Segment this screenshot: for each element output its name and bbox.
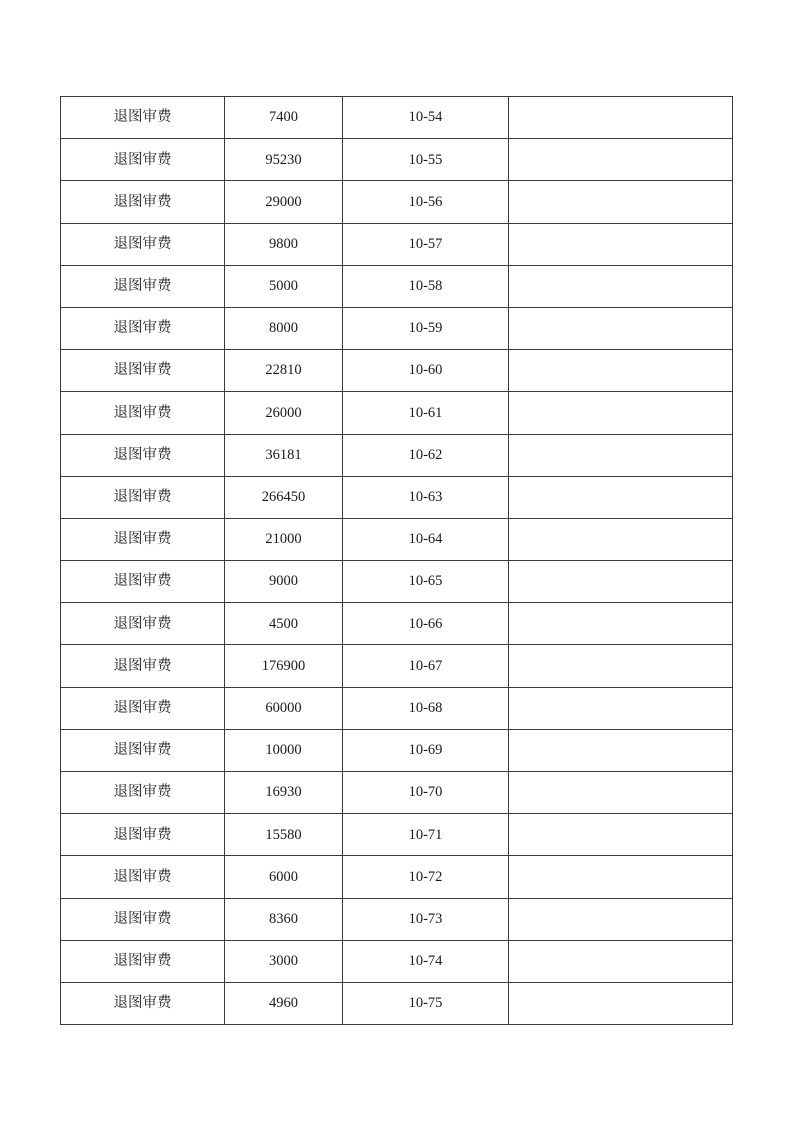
table-row <box>61 307 733 349</box>
amount-cell: 8360 <box>225 898 343 940</box>
fee-type-cell: 退图审费 <box>61 265 225 307</box>
amount-cell: 26000 <box>225 392 343 434</box>
fee-type-cell: 退图审费 <box>61 97 225 139</box>
fee-type-cell: 退图审费 <box>61 772 225 814</box>
number-cell: 10-68 <box>343 687 509 729</box>
number-cell: 10-64 <box>343 518 509 560</box>
number-cell: 10-56 <box>343 181 509 223</box>
number-cell: 10-72 <box>343 856 509 898</box>
amount-cell: 4500 <box>225 603 343 645</box>
table-row <box>61 940 733 982</box>
note-cell <box>509 687 733 729</box>
fee-type-cell: 退图审费 <box>61 181 225 223</box>
note-cell <box>509 982 733 1024</box>
amount-cell: 60000 <box>225 687 343 729</box>
fee-type-cell: 退图审费 <box>61 814 225 856</box>
amount-cell: 7400 <box>225 97 343 139</box>
note-cell <box>509 518 733 560</box>
amount-cell: 6000 <box>225 856 343 898</box>
table-row <box>61 139 733 181</box>
number-cell: 10-54 <box>343 97 509 139</box>
amount-cell: 9000 <box>225 561 343 603</box>
amount-cell: 266450 <box>225 476 343 518</box>
number-cell: 10-67 <box>343 645 509 687</box>
table-row <box>61 603 733 645</box>
note-cell <box>509 729 733 771</box>
fee-type-cell: 退图审费 <box>61 307 225 349</box>
amount-cell: 9800 <box>225 223 343 265</box>
number-cell: 10-74 <box>343 940 509 982</box>
table-row <box>61 392 733 434</box>
note-cell <box>509 434 733 476</box>
number-cell: 10-70 <box>343 772 509 814</box>
note-cell <box>509 139 733 181</box>
number-cell: 10-61 <box>343 392 509 434</box>
note-cell <box>509 97 733 139</box>
amount-cell: 15580 <box>225 814 343 856</box>
note-cell <box>509 392 733 434</box>
note-cell <box>509 265 733 307</box>
note-cell <box>509 814 733 856</box>
table-row <box>61 181 733 223</box>
amount-cell: 3000 <box>225 940 343 982</box>
amount-cell: 22810 <box>225 350 343 392</box>
number-cell: 10-66 <box>343 603 509 645</box>
fee-type-cell: 退图审费 <box>61 350 225 392</box>
note-cell <box>509 223 733 265</box>
note-cell <box>509 603 733 645</box>
table-row <box>61 772 733 814</box>
number-cell: 10-63 <box>343 476 509 518</box>
table-row <box>61 561 733 603</box>
fee-type-cell: 退图审费 <box>61 223 225 265</box>
note-cell <box>509 350 733 392</box>
table-row <box>61 518 733 560</box>
fee-type-cell: 退图审费 <box>61 434 225 476</box>
table-row <box>61 265 733 307</box>
table-row <box>61 982 733 1024</box>
number-cell: 10-62 <box>343 434 509 476</box>
amount-cell: 5000 <box>225 265 343 307</box>
table-row <box>61 476 733 518</box>
number-cell: 10-65 <box>343 561 509 603</box>
note-cell <box>509 772 733 814</box>
number-cell: 10-60 <box>343 350 509 392</box>
table-row <box>61 350 733 392</box>
table-row <box>61 645 733 687</box>
fee-type-cell: 退图审费 <box>61 518 225 560</box>
note-cell <box>509 898 733 940</box>
table-row <box>61 687 733 729</box>
table-row <box>61 97 733 139</box>
note-cell <box>509 856 733 898</box>
fee-type-cell: 退图审费 <box>61 603 225 645</box>
note-cell <box>509 307 733 349</box>
number-cell: 10-73 <box>343 898 509 940</box>
fee-type-cell: 退图审费 <box>61 476 225 518</box>
fee-type-cell: 退图审费 <box>61 940 225 982</box>
amount-cell: 4960 <box>225 982 343 1024</box>
amount-cell: 176900 <box>225 645 343 687</box>
table-row <box>61 814 733 856</box>
fee-type-cell: 退图审费 <box>61 898 225 940</box>
fee-type-cell: 退图审费 <box>61 392 225 434</box>
amount-cell: 36181 <box>225 434 343 476</box>
table-row <box>61 223 733 265</box>
fee-type-cell: 退图审费 <box>61 729 225 771</box>
amount-cell: 29000 <box>225 181 343 223</box>
amount-cell: 10000 <box>225 729 343 771</box>
note-cell <box>509 645 733 687</box>
note-cell <box>509 561 733 603</box>
fee-type-cell: 退图审费 <box>61 856 225 898</box>
number-cell: 10-57 <box>343 223 509 265</box>
amount-cell: 8000 <box>225 307 343 349</box>
number-cell: 10-69 <box>343 729 509 771</box>
fee-type-cell: 退图审费 <box>61 982 225 1024</box>
number-cell: 10-71 <box>343 814 509 856</box>
amount-cell: 95230 <box>225 139 343 181</box>
note-cell <box>509 476 733 518</box>
number-cell: 10-58 <box>343 265 509 307</box>
amount-cell: 21000 <box>225 518 343 560</box>
fee-type-cell: 退图审费 <box>61 139 225 181</box>
table-row <box>61 856 733 898</box>
number-cell: 10-75 <box>343 982 509 1024</box>
table-row <box>61 729 733 771</box>
note-cell <box>509 940 733 982</box>
table-body <box>61 97 733 1025</box>
table-row <box>61 898 733 940</box>
amount-cell: 16930 <box>225 772 343 814</box>
fee-type-cell: 退图审费 <box>61 645 225 687</box>
number-cell: 10-55 <box>343 139 509 181</box>
table-row <box>61 434 733 476</box>
number-cell: 10-59 <box>343 307 509 349</box>
fee-refund-table <box>60 96 733 1025</box>
fee-type-cell: 退图审费 <box>61 687 225 729</box>
note-cell <box>509 181 733 223</box>
fee-type-cell: 退图审费 <box>61 561 225 603</box>
